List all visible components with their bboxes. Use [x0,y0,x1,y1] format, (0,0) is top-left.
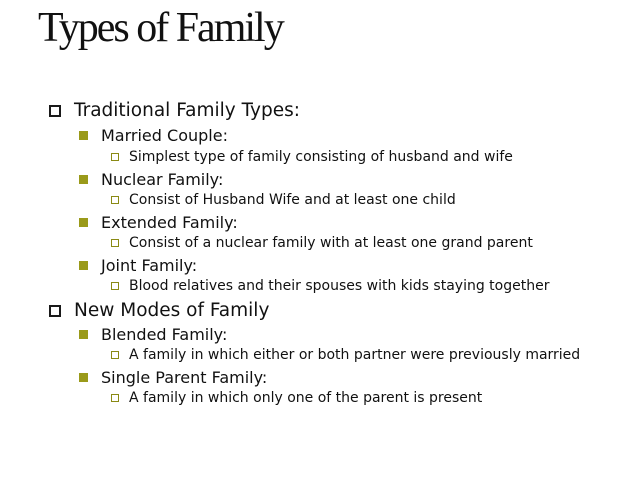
filled-square-bullet-icon [79,175,88,184]
filled-square-bullet-icon [79,131,88,140]
filled-square-bullet-icon [79,373,88,382]
list-item-single-parent-family [79,368,267,387]
list-item-detail [111,347,580,363]
small-hollow-square-bullet-icon [111,239,119,247]
section-new-modes [49,300,269,321]
item-detail: Blood relatives and their spouses with kids staying together [129,278,550,294]
list-item-detail [111,192,456,208]
list-item-detail [111,390,482,406]
item-detail: Consist of a nuclear family with at least one grand parent [129,235,533,251]
small-hollow-square-bullet-icon [111,351,119,359]
item-label: Nuclear Family: [101,170,224,189]
item-label: Extended Family: [101,213,238,232]
item-label: Joint Family: [101,256,198,275]
section-label: New Modes of Family [74,300,270,321]
list-item-blended-family [79,325,227,344]
item-label: Blended Family: [101,325,228,344]
small-hollow-square-bullet-icon [111,153,119,161]
item-label: Single Parent Family: [101,368,268,387]
list-item-extended-family [79,213,238,232]
list-item-joint-family [79,256,197,275]
item-detail: A family in which either or both partner were previously married [129,347,581,363]
list-item-detail [111,235,533,251]
list-item-married-couple [79,126,228,145]
section-traditional [49,100,300,121]
filled-square-bullet-icon [79,261,88,270]
small-hollow-square-bullet-icon [111,196,119,204]
item-detail: A family in which only one of the parent is present [129,390,483,406]
list-item-detail [111,278,549,294]
slide-title: Types of Family [38,5,283,51]
hollow-square-bullet-icon [49,105,61,117]
small-hollow-square-bullet-icon [111,282,119,290]
item-detail: Consist of Husband Wife and at least one child [129,192,456,208]
small-hollow-square-bullet-icon [111,394,119,402]
filled-square-bullet-icon [79,330,88,339]
item-label: Married Couple: [101,126,228,145]
filled-square-bullet-icon [79,218,88,227]
item-detail: Simplest type of family consisting of husband and wife [129,149,513,165]
list-item-nuclear-family [79,170,223,189]
hollow-square-bullet-icon [49,305,61,317]
list-item-detail [111,149,513,165]
section-label: Traditional Family Types: [74,100,300,121]
